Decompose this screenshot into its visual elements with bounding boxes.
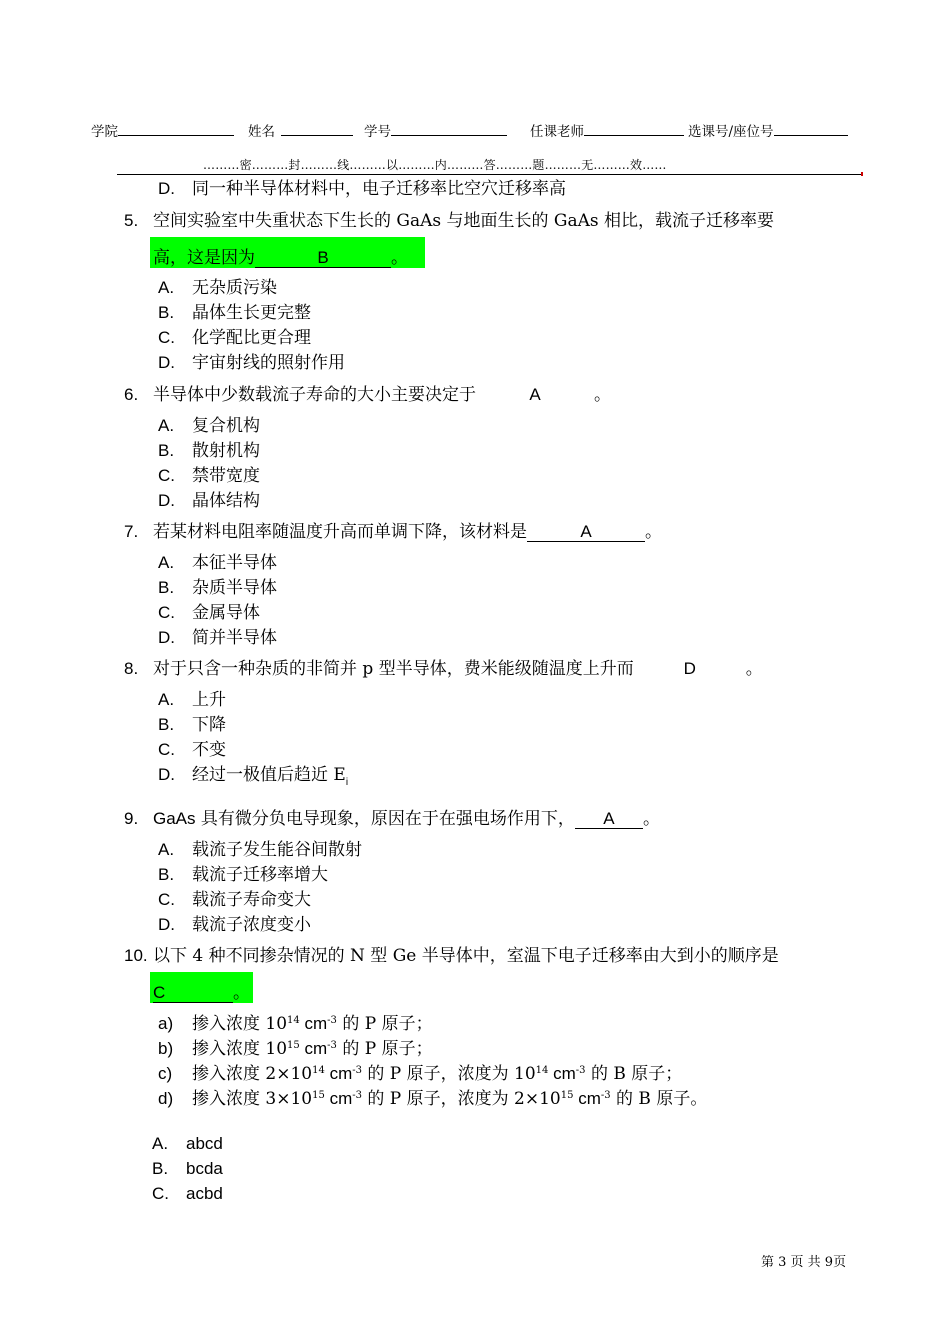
- exponent: 15: [287, 1040, 300, 1051]
- question-number: 5.: [124, 211, 139, 230]
- q5-option-b: [158, 298, 311, 323]
- exponent: 14: [312, 1065, 325, 1076]
- item-text: 的 P 原子；: [336, 1039, 433, 1059]
- option-text: 载流子迁移率增大: [192, 865, 328, 885]
- q7-option-d: [158, 623, 277, 648]
- q10-item-b: [158, 1034, 433, 1059]
- q6-option-c: [158, 461, 260, 486]
- item-text: 的 B 原子；: [585, 1064, 683, 1084]
- option-text: acbd: [186, 1184, 223, 1203]
- page-number: 第 3 页 共 9页: [761, 1255, 847, 1270]
- header-name: [248, 120, 353, 140]
- option-text: 禁带宽度: [192, 466, 260, 486]
- option-text: 经过一极值后趋近 E: [192, 765, 346, 785]
- option-label: D.: [158, 765, 175, 784]
- option-text: 载流子寿命变大: [192, 890, 311, 910]
- option-text: 晶体生长更完整: [192, 303, 311, 323]
- item-text: 掺入浓度 2×10: [192, 1064, 313, 1084]
- question-text: 。: [645, 522, 662, 542]
- q7-stem: [124, 517, 662, 542]
- option-label: C.: [158, 328, 175, 347]
- exponent: 14: [535, 1065, 549, 1076]
- option-text: 载流子发生能谷间散射: [192, 840, 362, 860]
- teacher-field[interactable]: [584, 121, 684, 136]
- question-text: 。: [642, 809, 660, 829]
- exponent: -3: [575, 1065, 586, 1076]
- option-label: B.: [158, 578, 175, 597]
- option-label: B.: [158, 865, 175, 884]
- question-text: 具有微分负电导现象，原因在于在强电场作用下，: [195, 809, 575, 829]
- answer-blank[interactable]: C: [153, 984, 233, 1003]
- question-text: 以下 4 种不同掺杂情况的 N 型 Ge 半导体中，室温下电子迁移率由大到小的顺序是: [153, 946, 779, 966]
- q6-option-d: [158, 486, 260, 511]
- answer-blank[interactable]: A: [529, 385, 541, 404]
- option-label: B.: [158, 441, 175, 460]
- q7-option-a: [158, 548, 277, 573]
- item-label: d): [158, 1089, 174, 1108]
- item-text: cm: [324, 1064, 353, 1083]
- option-text: 无杂质污染: [192, 278, 277, 298]
- exponent: 14: [287, 1015, 300, 1026]
- question-number: 10.: [124, 946, 148, 965]
- seal-line: ………密………封………线………以………内………答………题………无………效……: [203, 158, 667, 172]
- item-text: 掺入浓度 10: [192, 1014, 288, 1034]
- option-label: D.: [158, 353, 175, 372]
- question-text: 半导体中少数载流子寿命的大小主要决定于: [153, 385, 476, 405]
- option-label: C.: [158, 466, 175, 485]
- name-field[interactable]: [281, 121, 353, 136]
- question-text: 若某材料电阻率随温度升高而单调下降，该材料是: [153, 522, 527, 542]
- option-text: 简并半导体: [192, 628, 277, 648]
- q5-option-a: [158, 273, 277, 298]
- q5-stem: [124, 206, 774, 231]
- answer-blank[interactable]: B: [255, 249, 391, 268]
- item-text: 的 B 原子。: [610, 1089, 708, 1109]
- option-text: 散射机构: [192, 441, 260, 461]
- option-label: D.: [158, 915, 175, 934]
- option-text: 下降: [192, 715, 226, 735]
- exponent: 15: [560, 1090, 574, 1101]
- option-label: A.: [158, 553, 175, 572]
- exponent: -3: [352, 1090, 362, 1101]
- option-label: D.: [158, 179, 175, 198]
- q5-option-d: [158, 348, 345, 373]
- question-number: 8.: [124, 659, 139, 678]
- question-text: GaAs: [153, 809, 196, 828]
- option-label: B.: [152, 1159, 169, 1178]
- question-number: 6.: [124, 385, 139, 404]
- item-text: 的 P 原子；: [336, 1014, 433, 1034]
- q8-option-c: [158, 735, 226, 760]
- item-label: c): [158, 1064, 173, 1083]
- exponent: -3: [327, 1040, 337, 1051]
- q7-option-b: [158, 573, 277, 598]
- option-text: 金属导体: [192, 603, 260, 623]
- item-text: 掺入浓度 10: [192, 1039, 288, 1059]
- q4-option-d: [158, 174, 566, 199]
- option-text: 上升: [192, 690, 226, 710]
- q10-option-b: [152, 1159, 223, 1179]
- question-number: 9.: [124, 809, 139, 828]
- option-label: D.: [158, 491, 175, 510]
- q5-line2: [153, 243, 408, 268]
- option-text: 化学配比更合理: [192, 328, 311, 348]
- option-label: C.: [158, 740, 175, 759]
- exponent: -3: [600, 1090, 611, 1101]
- item-text: 掺入浓度 3×10: [192, 1089, 313, 1109]
- item-label: a): [158, 1014, 174, 1033]
- q9-option-c: [158, 885, 311, 910]
- question-text: 。: [594, 385, 611, 405]
- college-label: 学院: [91, 124, 118, 140]
- q6-stem: [124, 380, 611, 405]
- question-text: 。: [233, 983, 250, 1003]
- student-id-label: 学号: [364, 124, 391, 140]
- item-text: cm: [324, 1089, 353, 1108]
- option-text: bcda: [186, 1159, 223, 1178]
- q10-item-a: [158, 1009, 433, 1034]
- option-label: A.: [158, 278, 175, 297]
- header-student-id: [364, 120, 507, 140]
- q10-option-a: [152, 1134, 223, 1154]
- option-label: B.: [158, 303, 175, 322]
- option-label: D.: [158, 628, 175, 647]
- header-seat: [688, 120, 848, 140]
- q8-option-a: [158, 685, 226, 710]
- college-field[interactable]: [118, 121, 234, 136]
- item-text: cm: [299, 1014, 328, 1033]
- exponent: -3: [327, 1015, 337, 1026]
- teacher-label: 任课老师: [530, 124, 584, 140]
- answer-blank[interactable]: A: [575, 810, 643, 829]
- student-id-field[interactable]: [391, 121, 507, 136]
- q7-option-c: [158, 598, 260, 623]
- option-text: 复合机构: [192, 416, 260, 436]
- name-label: 姓名: [248, 124, 275, 140]
- option-text: abcd: [186, 1134, 223, 1153]
- q5-option-c: [158, 323, 311, 348]
- exponent: 15: [312, 1090, 325, 1101]
- q9-stem: [124, 804, 660, 829]
- q9-option-b: [158, 860, 328, 885]
- option-text: 晶体结构: [192, 491, 260, 511]
- item-text: 的 P 原子，浓度为 2×10: [361, 1089, 561, 1109]
- option-label: C.: [158, 890, 175, 909]
- seat-field[interactable]: [774, 121, 848, 136]
- option-text: 宇宙射线的照射作用: [192, 353, 345, 373]
- q10-option-c: [152, 1184, 223, 1204]
- subscript: i: [345, 777, 349, 788]
- option-label: A.: [158, 416, 175, 435]
- option-label: C.: [158, 603, 175, 622]
- option-text: 本征半导体: [192, 553, 277, 573]
- option-text: 不变: [192, 740, 226, 760]
- question-text: 高，这是因为: [153, 248, 255, 268]
- question-number: 7.: [124, 522, 139, 541]
- question-text: 。: [391, 248, 408, 268]
- header-college: [91, 120, 234, 140]
- q8-stem: [124, 654, 763, 679]
- option-label: B.: [158, 715, 175, 734]
- q10-line2: [153, 978, 250, 1003]
- exponent: -3: [352, 1065, 362, 1076]
- answer-blank[interactable]: D: [683, 659, 696, 678]
- option-text: 杂质半导体: [192, 578, 277, 598]
- item-text: cm: [548, 1064, 576, 1083]
- q6-option-b: [158, 436, 260, 461]
- seat-label: 选课号/座位号: [688, 124, 774, 140]
- q10-item-c: [158, 1059, 682, 1084]
- item-text: cm: [573, 1089, 601, 1108]
- answer-blank[interactable]: A: [527, 523, 645, 542]
- q8-option-d: [158, 760, 348, 788]
- q9-option-a: [158, 835, 362, 860]
- q8-option-b: [158, 710, 226, 735]
- option-label: A.: [158, 690, 175, 709]
- margin-mark: [861, 172, 863, 176]
- option-label: A.: [152, 1134, 169, 1153]
- header-teacher: [530, 120, 684, 140]
- q10-stem: [124, 941, 779, 966]
- question-text: 对于只含一种杂质的非简并 p 型半导体，费米能级随温度上升而: [153, 659, 634, 679]
- q9-option-d: [158, 910, 311, 935]
- option-label: A.: [158, 840, 175, 859]
- question-text: 。: [745, 659, 763, 679]
- q6-option-a: [158, 411, 260, 436]
- question-text: 空间实验室中失重状态下生长的 GaAs 与地面生长的 GaAs 相比，载流子迁移率要: [153, 211, 775, 231]
- q10-item-d: [158, 1084, 707, 1109]
- option-label: C.: [152, 1184, 169, 1203]
- item-label: b): [158, 1039, 174, 1058]
- item-text: 的 P 原子，浓度为 10: [361, 1064, 536, 1084]
- item-text: cm: [299, 1039, 328, 1058]
- option-text: 同一种半导体材料中，电子迁移率比空穴迁移率高: [192, 179, 566, 199]
- option-text: 载流子浓度变小: [192, 915, 311, 935]
